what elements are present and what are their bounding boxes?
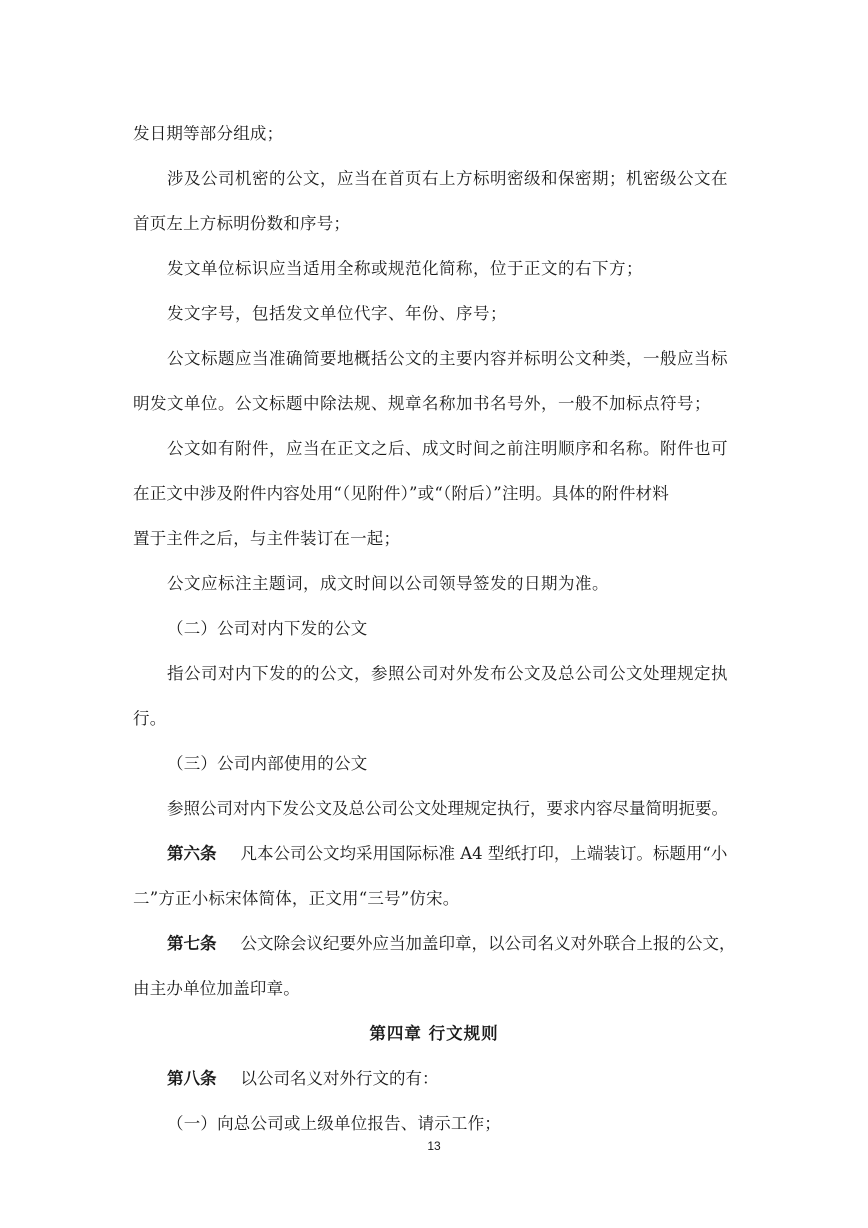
paragraph-line: 发文字号，包括发文单位代字、年份、序号； [167,304,507,323]
article-label: 第八条 [167,1069,217,1088]
paragraph-line: 参照公司对内下发公文及总公司公文处理规定执行，要求内容尽量简明扼要。 [167,799,728,818]
article-line [167,933,745,955]
article-text: 公文除会议纪要外应当加盖印章，以公司名义对外联合上报的公文， [240,934,736,953]
article-text: 凡本公司公文均采用国际标准 A4 型纸打印，上端装订。标题用“小 [240,844,728,863]
article-line [167,843,745,865]
paragraph-line: 二”方正小标宋体简体，正文用“三号”仿宋。 [133,889,460,908]
paragraph-line: 指公司对内下发的的公文，参照公司对外发布公文及总公司公文处理规定执 [167,664,728,683]
paragraph-line: 行。 [133,709,167,728]
list-item: （一）向总公司或上级单位报告、请示工作； [167,1114,501,1133]
article-line [167,1068,745,1090]
article-label: 第六条 [167,844,217,863]
paragraph-line: 发文单位标识应当适用全称或规范化简称，位于正文的右下方； [167,259,643,278]
paragraph-line: 置于主件之后，与主件装订在一起； [133,529,401,548]
paragraph-line: 明发文单位。公文标题中除法规、规章名称加书名号外，一般不加标点符号； [133,394,711,413]
paragraph-line: 公文应标注主题词，成文时间以公司领导签发的日期为准。 [167,574,609,593]
paragraph-line: 公文标题应当准确简要地概括公文的主要内容并标明公文种类，一般应当标 [167,349,728,368]
section-heading: （三）公司内部使用的公文 [167,754,368,773]
section-heading: （二）公司对内下发的公文 [167,619,368,638]
paragraph-line: 公文如有附件，应当在正文之后、成文时间之前注明顺序和名称。附件也可 [167,439,728,458]
paragraph-line: 在正文中涉及附件内容处用“（见附件）”或“（附后）”注明。具体的附件材料 [133,484,669,503]
paragraph-line: 发日期等部分组成； [133,124,284,143]
article-label: 第七条 [167,934,217,953]
paragraph-line: 涉及公司机密的公文，应当在首页右上方标明密级和保密期；机密级公文在 [167,169,728,188]
paragraph-line: 首页左上方标明份数和序号； [133,214,351,233]
article-text: 以公司名义对外行文的有： [240,1069,439,1088]
paragraph-line: 由主办单位加盖印章。 [133,979,300,998]
chapter-heading: 第四章 行文规则 [369,1024,499,1043]
page-number: 13 [427,1139,441,1153]
